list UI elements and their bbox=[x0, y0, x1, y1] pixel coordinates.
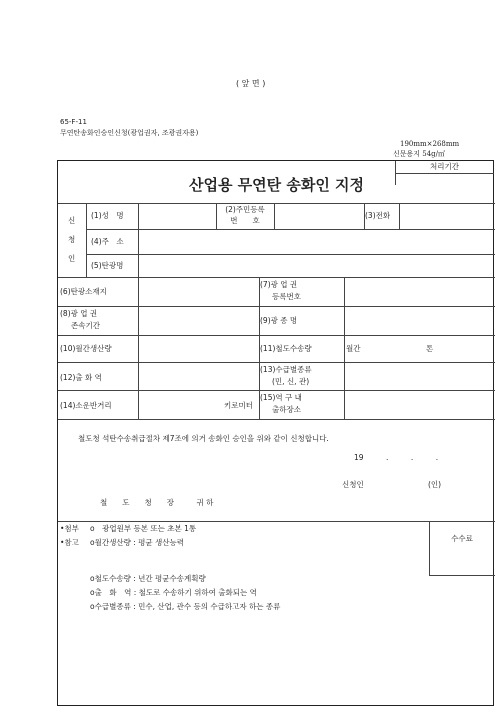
applicant-char-3: 인 bbox=[68, 254, 76, 263]
monthly-word: 월간 bbox=[346, 344, 361, 353]
seal-mark: (인) bbox=[428, 480, 442, 489]
page-side-label: ( 앞 면 ) bbox=[236, 79, 266, 88]
shipping-station-label: (12)출 화 역 bbox=[60, 373, 102, 382]
phone-label: (3)전화 bbox=[365, 211, 391, 220]
form-title: 산업용 무연탄 송화인 지정 bbox=[188, 176, 365, 194]
haul-distance-label: (14)소운반거리 bbox=[60, 401, 112, 410]
mining-right-reg-label-2: 등록번호 bbox=[272, 292, 301, 301]
note-text: o월간생산량 : 평균 생산능력 bbox=[90, 538, 184, 547]
resident-id-label-1: (2)주민등록 bbox=[225, 205, 265, 214]
application-form bbox=[57, 160, 494, 706]
mine-location-label: (6)탄광소재지 bbox=[60, 287, 107, 296]
name-label: (1)성 명 bbox=[91, 211, 124, 220]
monthly-production-label: (10)월간생산량 bbox=[60, 344, 112, 353]
resident-id-label-2: 번 호 bbox=[230, 216, 260, 225]
mine-name-label: (5)탄광명 bbox=[91, 261, 124, 270]
applicant-char-2: 청 bbox=[68, 235, 76, 244]
paper-note: 신문용지 54g/㎡ bbox=[393, 150, 446, 158]
address-label: (4)주 소 bbox=[91, 237, 124, 246]
loading-place-label-1: (15)역 구 내 bbox=[260, 393, 302, 402]
recipient-line: 철 도 청 장 귀 하 bbox=[100, 498, 214, 507]
attachment-text: o 광업원부 등본 또는 초본 1통 bbox=[90, 524, 197, 533]
size-note: 190mm×268mm bbox=[400, 140, 460, 148]
applicant-char-1: 신 bbox=[68, 216, 76, 225]
supply-type-label-2: (민, 신, 관) bbox=[272, 377, 310, 386]
note-label: •참고 bbox=[60, 538, 79, 547]
ton-unit: 톤 bbox=[426, 344, 434, 353]
form-number: 65-F-11 bbox=[60, 118, 87, 126]
note-item: o철도수송량 : 년간 평균수송계획량 bbox=[90, 574, 206, 583]
declaration-text: 철도청 석탄수송취급절차 제7조에 의거 송화인 승인을 위와 같이 신청합니다. bbox=[78, 434, 329, 443]
applicant-sign-label: 신청인 bbox=[342, 480, 364, 489]
mining-right-period-label-2: 존속기간 bbox=[71, 321, 100, 330]
mineral-type-label: (9)광 종 명 bbox=[260, 316, 298, 325]
processing-period-label: 처리기간 bbox=[430, 162, 459, 171]
date-line: 19 . . . bbox=[354, 453, 439, 462]
mining-right-period-label-1: (8)광 업 권 bbox=[60, 309, 98, 318]
supply-type-label-1: (13)수급별종류 bbox=[260, 365, 312, 374]
rail-volume-label: (11)철도수송량 bbox=[260, 344, 312, 353]
attachment-label: •첨부 bbox=[60, 524, 79, 533]
note-item: o출 화 역 : 철도로 수송하기 위하여 출화되는 역 bbox=[90, 588, 257, 597]
form-name: 무연탄송화인승인신청(광업권자, 조광권자용) bbox=[60, 129, 199, 137]
loading-place-label-2: 출하장소 bbox=[272, 405, 301, 414]
fee-label: 수수료 bbox=[451, 534, 473, 543]
mining-right-reg-label-1: (7)광 업 권 bbox=[260, 280, 298, 289]
kilometer-unit: 키로미터 bbox=[224, 401, 253, 410]
note-item: o수급별종류 : 민수, 산업, 관수 등의 수급하고자 하는 종류 bbox=[90, 602, 281, 611]
